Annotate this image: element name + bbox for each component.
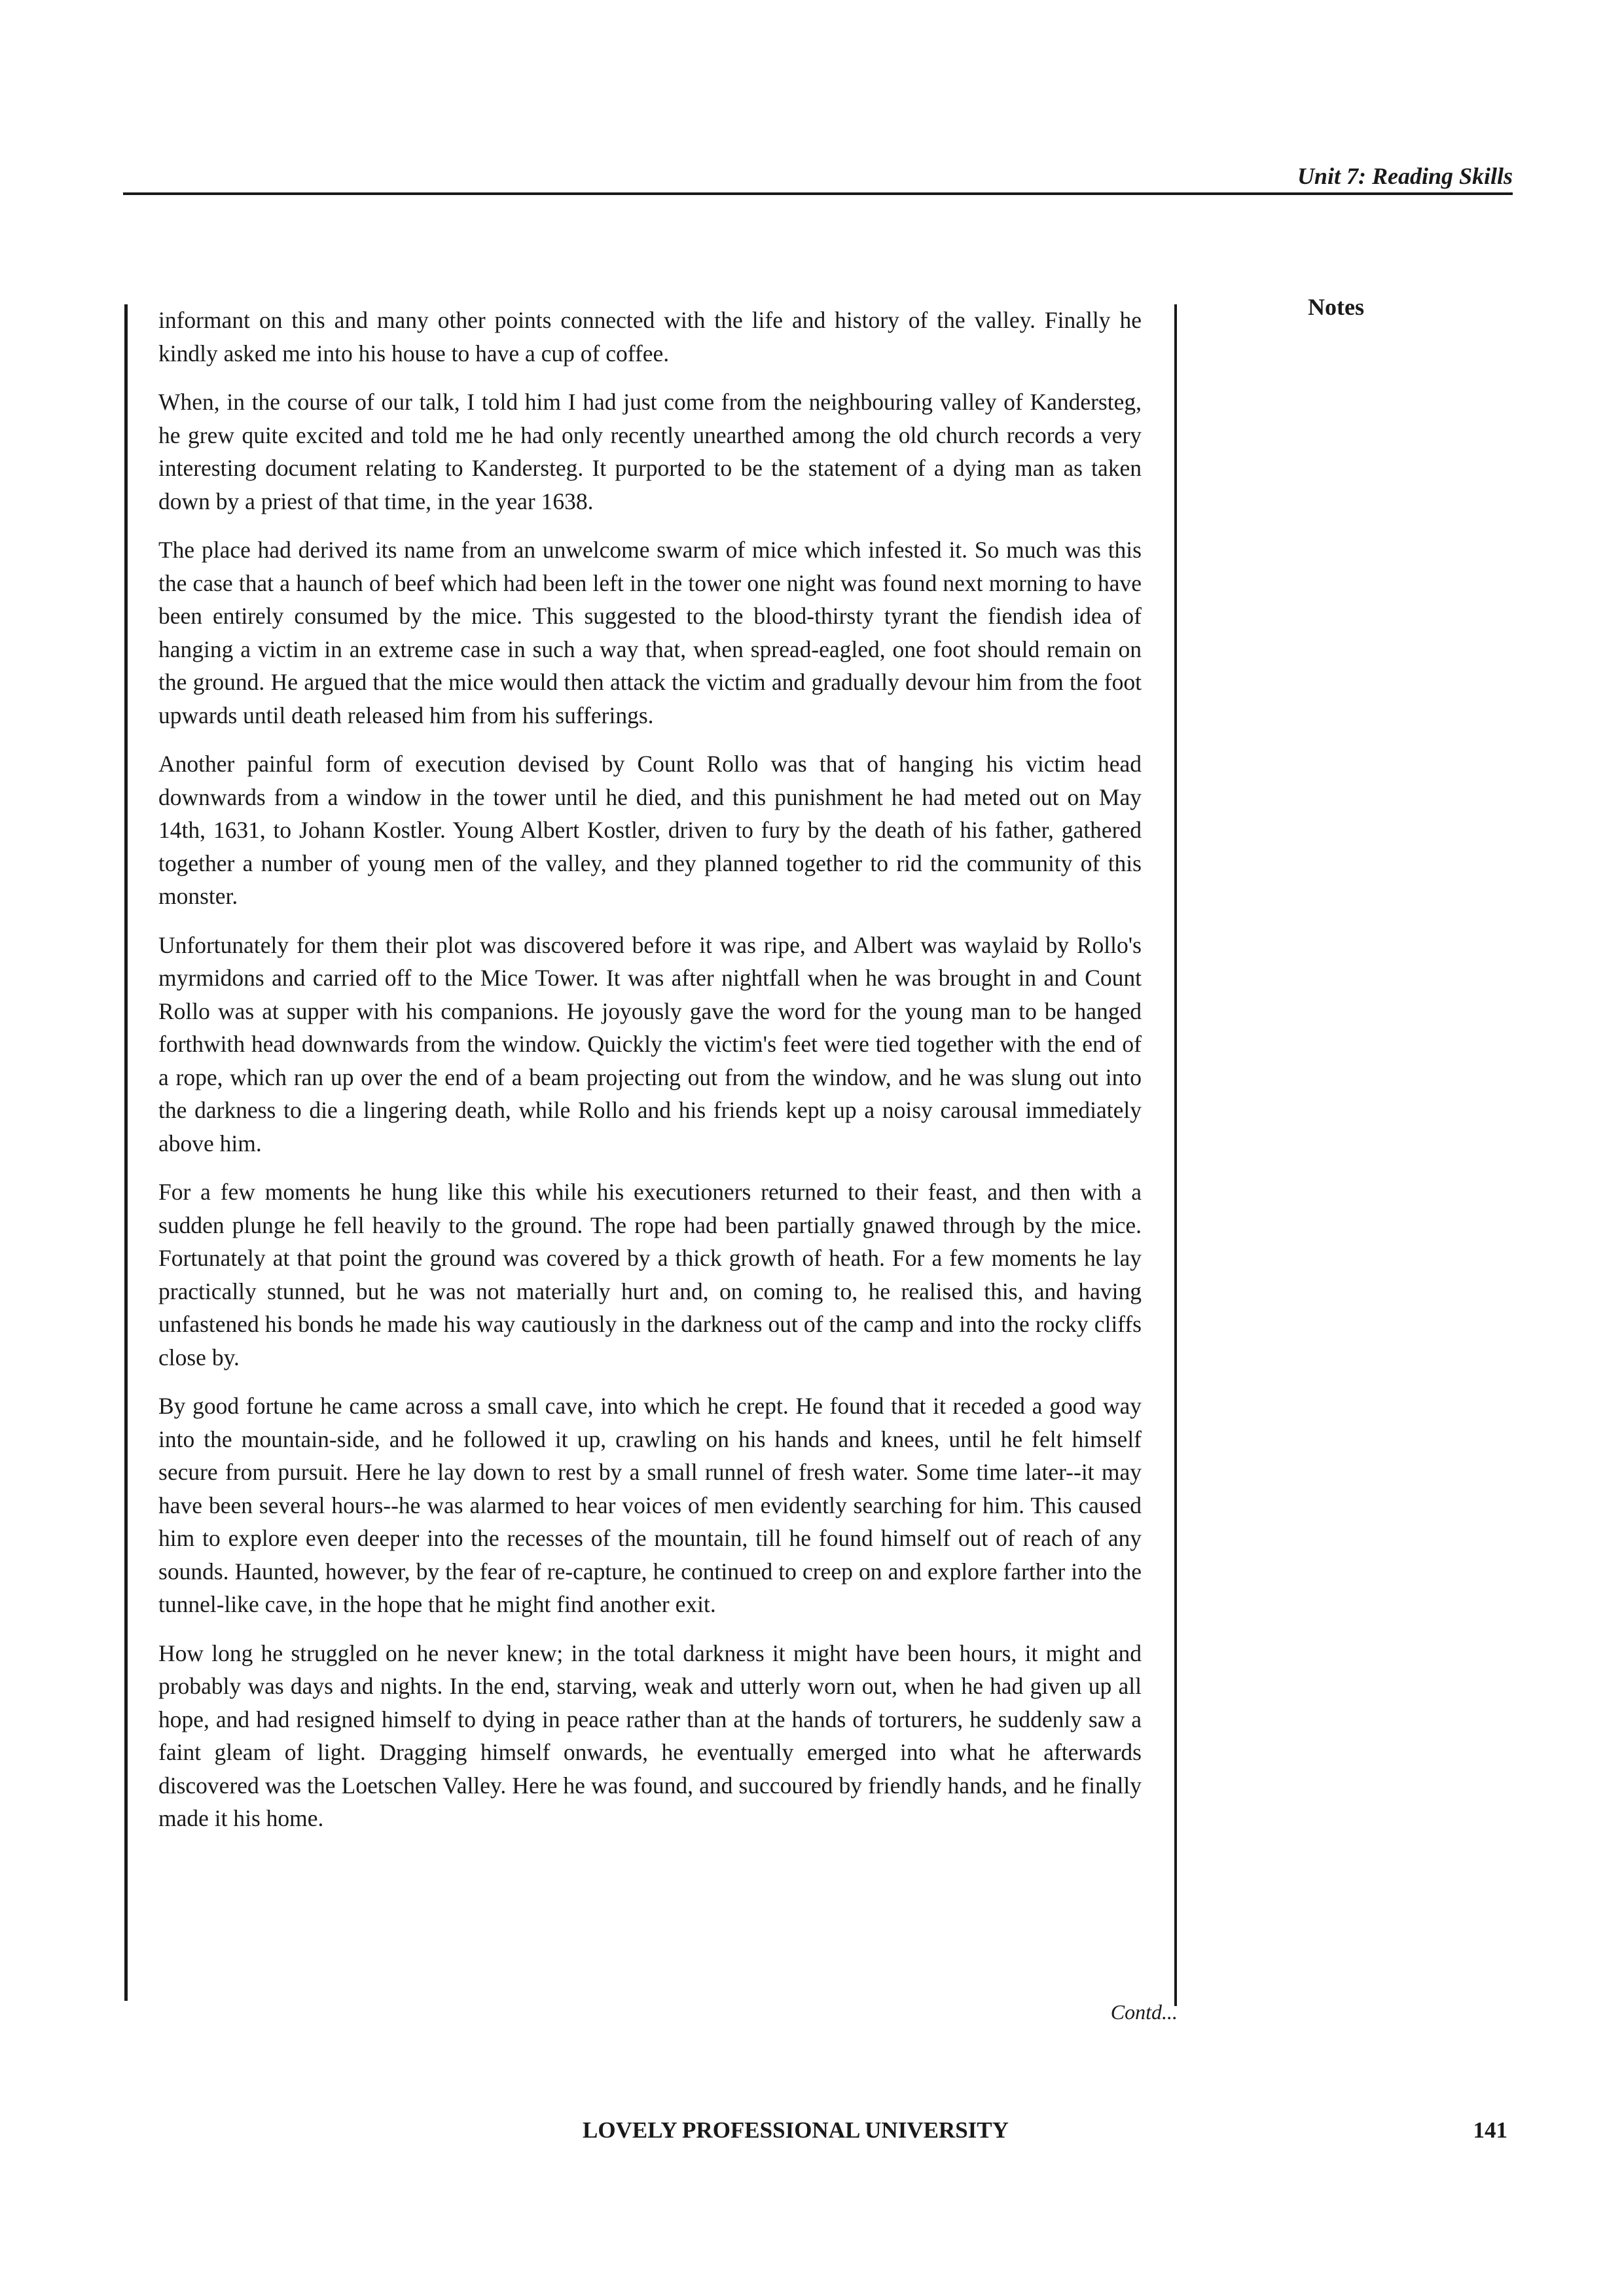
paragraph: informant on this and many other points connected with the life and history of the valley. Finally he kindly asked me into his house to have a cup of coffee.: [158, 307, 1142, 367]
continued-marker: Contd...: [1110, 2000, 1178, 2024]
footer-university: LOVELY PROFESSIONAL UNIVERSITY: [583, 2117, 1009, 2143]
page-number: 141: [1473, 2117, 1507, 2143]
header-rule: [123, 192, 1513, 195]
unit-title: Unit 7: Reading Skills: [1297, 163, 1513, 189]
notes-label: Notes: [1308, 294, 1364, 320]
paragraph: Unfortunately for them their plot was discovered before it was ripe, and Albert was waylaid by Rollo's myrmidons and carried off to the Mice Tower. It was after nightfall when he was brought in and Count Rollo was at supper with his companions. He joyously gave the word for the young man to be hanged forthwith head downwards from the window. Quickly the victim's feet were tied together with the end of a rope, which ran up over the end of a beam projecting out from the window, and he was slung out into the darkness to die a lingering death, while Rollo and his friends kept up a noisy carousal immediately above him.: [158, 931, 1142, 1157]
paragraph: How long he struggled on he never knew; in the total darkness it might have been hours, it might and probably was days and nights. In the end, starving, weak and utterly worn out, when he had given up all hope, and had resigned himself to dying in peace rather than at the hands of torturers, he suddenly saw a faint gleam of light. Dragging himself onwards, he eventually emerged into what he afterwards discovered was the Loetschen Valley. Here he was found, and succoured by friendly hands, and he finally made it his home.: [158, 1640, 1142, 1831]
main-text: [158, 304, 1142, 1851]
paragraph: For a few moments he hung like this while his executioners returned to their feast, and then with a sudden plunge he fell heavily to the ground. The rope had been partially gnawed through by the mice. Fortunately at that point the ground was covered by a thick growth of heath. For a few moments he lay practically stunned, but he was not materially hurt and, on coming to, he realised this, and having unfastened his bonds he made his way cautiously in the darkness out of the camp and into the rocky cliffs close by.: [158, 1179, 1142, 1371]
right-margin-bar: [1174, 304, 1177, 2006]
left-margin-bar: [124, 304, 128, 2001]
paragraph: The place had derived its name from an unwelcome swarm of mice which infested it. So much was this the case that a haunch of beef which had been left in the tower one night was found next morning to have been entirely consumed by the mice. This suggested to the blood-thirsty tyrant the fiendish idea of hanging a victim in an extreme case in such a way that, when spread-eagled, one foot should remain on the ground. He argued that the mice would then attack the victim and gradually devour him from the foot upwards until death released him from his sufferings.: [158, 537, 1142, 728]
paragraph: Another painful form of execution devised by Count Rollo was that of hanging his victim head downwards from a window in the tower until he died, and this punishment he had meted out on May 14th, 1631, to Johann Kostler. Young Albert Kostler, driven to fury by the death of his father, gathered together a number of young men of the valley, and they planned together to rid the community of this monster.: [158, 751, 1142, 909]
paragraph: By good fortune he came across a small cave, into which he crept. He found that it receded a good way into the mountain-side, and he followed it up, crawling on his hands and knees, until he felt himself secure from pursuit. Here he lay down to rest by a small runnel of fresh water. Some time later--it may have been several hours--he was alarmed to hear voices of men evidently searching for him. This caused him to explore even deeper into the recesses of the mountain, till he found himself out of reach of any sounds. Haunted, however, by the fear of re-capture, he continued to creep on and explore farther into the tunnel-like cave, in the hope that he might find another exit.: [158, 1393, 1142, 1617]
paragraph: When, in the course of our talk, I told him I had just come from the neighbouring valley of Kandersteg, he grew quite excited and told me he had only recently unearthed among the old church records a very interesting document relating to Kandersteg. It purported to be the statement of a dying man as taken down by a priest of that time, in the year 1638.: [158, 389, 1142, 514]
